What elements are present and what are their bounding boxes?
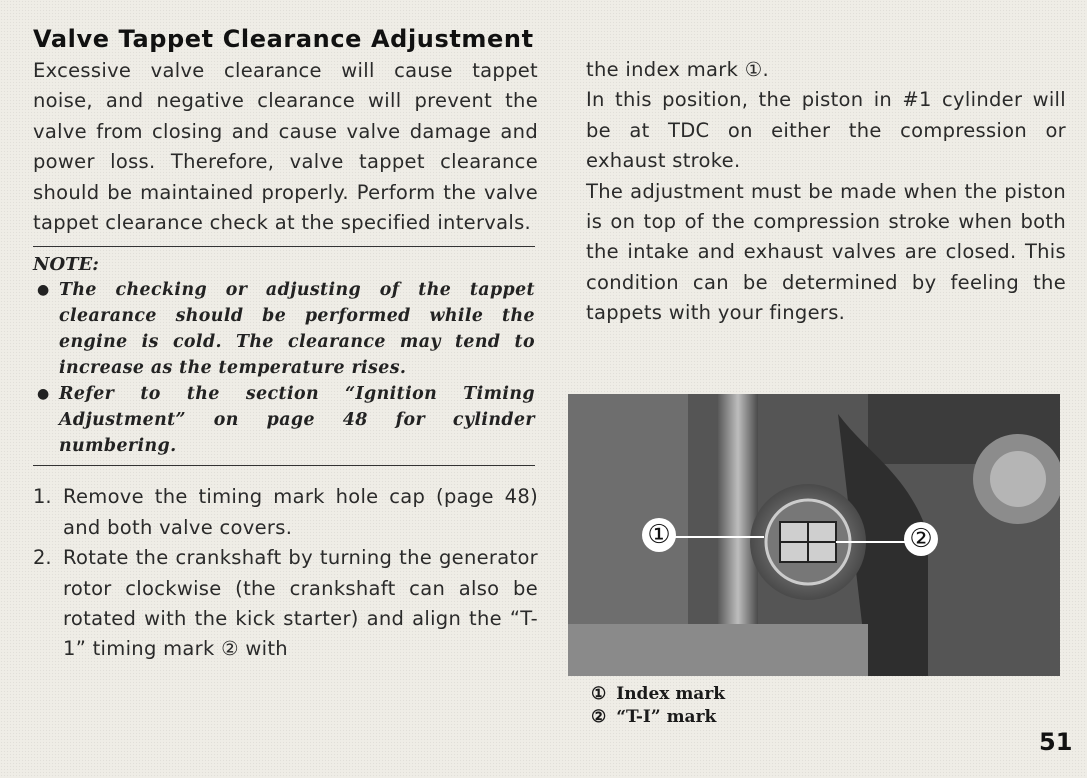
page-number: 51: [1039, 728, 1073, 756]
left-column: [33, 22, 538, 665]
note-item-text: Refer to the section “Ignition Timing Adjustment” on page 48 for cylinder numbering.: [59, 384, 535, 457]
step-text: Rotate the crankshaft by turning the generator rotor clockwise (the crankshaft can also be rotated with the kick starter) and align the “T-1” timing mark ② with: [63, 546, 538, 661]
caption-marker: ②: [591, 707, 607, 727]
step-item: [33, 482, 538, 543]
note-box: [33, 246, 535, 466]
photo-caption: [591, 683, 891, 729]
bullet-icon: ●: [37, 282, 50, 299]
steps-list: [33, 482, 538, 664]
caption-text: “T-I” mark: [616, 707, 717, 727]
note-heading: NOTE:: [33, 254, 99, 276]
callout-ti: ②: [904, 522, 938, 556]
caption-row: [591, 683, 891, 706]
adjustment-paragraph: The adjustment must be made when the piston is on top of the compression stroke when both the intake and exhaust valves are closed. This condition can be determined by feeling the tappets with your fingers.: [586, 179, 1066, 325]
tdc-paragraph: In this position, the piston in #1 cylinder will be at TDC on either the compression or exhaust stroke.: [586, 88, 1066, 173]
step-item: [33, 543, 538, 665]
right-column: [586, 55, 1066, 329]
step-text: Remove the timing mark hole cap (page 48) and both valve covers.: [63, 485, 538, 539]
note-item: [33, 277, 535, 381]
step-number: 1.: [33, 485, 52, 509]
continuation-text: the index mark ①.: [586, 58, 769, 81]
note-item-text: The checking or adjusting of the tappet clearance should be performed while the engine is cold. The clearance may tend to increase as the temperature rises.: [59, 280, 535, 379]
intro-paragraph: Excessive valve clearance will cause tappet noise, and negative clearance will prevent the valve from closing and cause valve damage and power loss. Therefore, valve tappet clearance should be maintained properly. Perform the valve tappet clearance check at the specified intervals.: [33, 59, 538, 235]
caption-text: Index mark: [616, 684, 726, 704]
caption-row: [591, 706, 891, 729]
engine-photo: [568, 394, 1060, 676]
note-item: [33, 381, 535, 459]
caption-marker: ①: [591, 684, 607, 704]
bullet-icon: ●: [37, 386, 50, 403]
page-title: Valve Tappet Clearance Adjustment: [33, 25, 534, 53]
step-number: 2.: [33, 546, 52, 570]
callout-index: ①: [642, 518, 676, 552]
